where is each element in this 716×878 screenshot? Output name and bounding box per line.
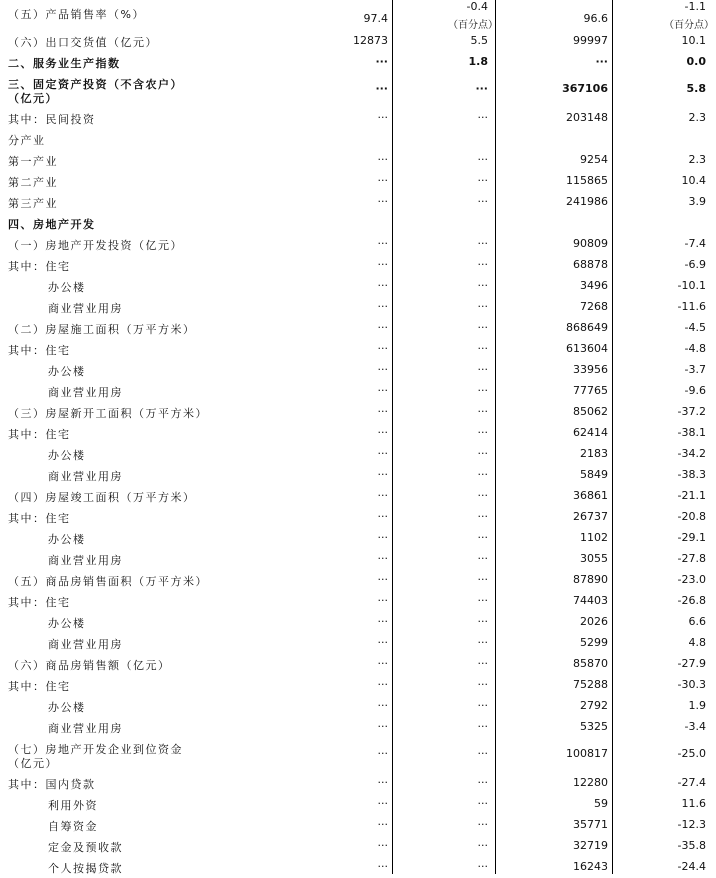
value-c4: 1.9 bbox=[688, 699, 706, 712]
value-c3: 100817 bbox=[566, 747, 608, 760]
row-label: （五）产品销售率（%） bbox=[8, 8, 145, 21]
value-c3: 12280 bbox=[573, 776, 608, 789]
table-row bbox=[0, 468, 716, 486]
row-label: 商业营业用房 bbox=[48, 638, 123, 651]
row-label: 办公楼 bbox=[48, 533, 86, 546]
row-label: 商业营业用房 bbox=[48, 302, 123, 315]
value-c1: ··· bbox=[377, 111, 388, 124]
table-row bbox=[0, 342, 716, 360]
value-c4: -27.4 bbox=[677, 776, 706, 789]
value-c3: 16243 bbox=[573, 860, 608, 873]
table-row bbox=[0, 405, 716, 423]
value-c2: ··· bbox=[477, 657, 488, 670]
value-c2: ··· bbox=[477, 818, 488, 831]
value-c3: 5849 bbox=[580, 468, 608, 481]
table-row bbox=[0, 363, 716, 381]
value-c3: 74403 bbox=[573, 594, 608, 607]
value-c2: ··· bbox=[477, 195, 488, 208]
value-c3: 1102 bbox=[580, 531, 608, 544]
value-c3: 36861 bbox=[573, 489, 608, 502]
value-c1: ··· bbox=[377, 615, 388, 628]
row-label-continued: （亿元） bbox=[8, 757, 58, 770]
value-c3: 868649 bbox=[566, 321, 608, 334]
value-c1: ··· bbox=[377, 153, 388, 166]
value-c1: 97.4 bbox=[363, 12, 388, 25]
row-label: 定金及预收款 bbox=[48, 841, 123, 854]
value-c3: 2026 bbox=[580, 615, 608, 628]
value-c4: -7.4 bbox=[684, 237, 706, 250]
value-c1: ··· bbox=[377, 818, 388, 831]
value-c3: 75288 bbox=[573, 678, 608, 691]
value-c3: 5325 bbox=[580, 720, 608, 733]
value-c1: ··· bbox=[377, 363, 388, 376]
row-label: （二）房屋施工面积（万平方米） bbox=[8, 323, 196, 336]
value-c1: ··· bbox=[377, 321, 388, 334]
table-row bbox=[0, 797, 716, 815]
row-label-continued: （亿元） bbox=[8, 92, 58, 105]
value-c3: 7268 bbox=[580, 300, 608, 313]
table-row bbox=[0, 279, 716, 297]
value-c4: 2.3 bbox=[688, 153, 706, 166]
table-row bbox=[0, 195, 716, 213]
value-c3: 68878 bbox=[573, 258, 608, 271]
value-c1: ··· bbox=[377, 489, 388, 502]
value-c2: ··· bbox=[477, 468, 488, 481]
value-c4: -10.1 bbox=[677, 279, 706, 292]
value-c1: ··· bbox=[377, 797, 388, 810]
table-row bbox=[0, 615, 716, 633]
row-label: 其中：住宅 bbox=[8, 260, 71, 273]
value-c3: 115865 bbox=[566, 174, 608, 187]
value-c1: ··· bbox=[377, 699, 388, 712]
value-c1: ··· bbox=[377, 860, 388, 873]
value-c1: ··· bbox=[377, 426, 388, 439]
value-c1: 12873 bbox=[353, 34, 388, 47]
row-label: 三、固定资产投资（不含农户） bbox=[8, 78, 183, 91]
table-row bbox=[0, 657, 716, 675]
row-label: （三）房屋新开工面积（万平方米） bbox=[8, 407, 208, 420]
value-c2: ··· bbox=[477, 384, 488, 397]
value-c1: ··· bbox=[377, 447, 388, 460]
value-c4: 5.8 bbox=[686, 82, 706, 95]
value-c2: ··· bbox=[477, 405, 488, 418]
row-label: （一）房地产开发投资（亿元） bbox=[8, 239, 183, 252]
table-row bbox=[0, 384, 716, 402]
value-c3: 3055 bbox=[580, 552, 608, 565]
row-label: （七）房地产开发企业到位资金 bbox=[8, 743, 183, 756]
table-row bbox=[0, 860, 716, 878]
row-label: 办公楼 bbox=[48, 701, 86, 714]
value-c3: 203148 bbox=[566, 111, 608, 124]
value-c4: -35.8 bbox=[677, 839, 706, 852]
value-c4: 0.0 bbox=[686, 55, 706, 68]
row-label: 商业营业用房 bbox=[48, 386, 123, 399]
value-c3: 77765 bbox=[573, 384, 608, 397]
row-label: 二、服务业生产指数 bbox=[8, 57, 121, 70]
row-label: 办公楼 bbox=[48, 617, 86, 630]
value-c1: ··· bbox=[377, 678, 388, 691]
value-c2: ··· bbox=[477, 636, 488, 649]
value-c2: ··· bbox=[477, 720, 488, 733]
table-row bbox=[0, 699, 716, 717]
value-c3: 2792 bbox=[580, 699, 608, 712]
table-row bbox=[0, 818, 716, 836]
table-row bbox=[0, 741, 716, 771]
value-c1: ··· bbox=[377, 776, 388, 789]
table-row bbox=[0, 447, 716, 465]
value-c4: 10.1 bbox=[681, 34, 706, 47]
value-c3: 33956 bbox=[573, 363, 608, 376]
value-c2: ··· bbox=[477, 699, 488, 712]
value-c4: -3.7 bbox=[684, 363, 706, 376]
value-c4: -29.1 bbox=[677, 531, 706, 544]
table-row bbox=[0, 321, 716, 339]
table-row bbox=[0, 426, 716, 444]
value-c3: 613604 bbox=[566, 342, 608, 355]
value-c2: ··· bbox=[477, 258, 488, 271]
row-label: 其中：住宅 bbox=[8, 512, 71, 525]
value-c2: ··· bbox=[477, 776, 488, 789]
value-c4: -3.4 bbox=[684, 720, 706, 733]
row-label: 商业营业用房 bbox=[48, 554, 123, 567]
value-c2: 5.5 bbox=[470, 34, 488, 47]
value-c3: 99997 bbox=[573, 34, 608, 47]
value-c4: -27.9 bbox=[677, 657, 706, 670]
value-c4: -30.3 bbox=[677, 678, 706, 691]
row-label: 第一产业 bbox=[8, 155, 58, 168]
table-row bbox=[0, 531, 716, 549]
value-c4: -34.2 bbox=[677, 447, 706, 460]
value-c2: ··· bbox=[477, 321, 488, 334]
table-row bbox=[0, 510, 716, 528]
value-c3: 35771 bbox=[573, 818, 608, 831]
row-label: 其中：国内贷款 bbox=[8, 778, 96, 791]
value-c2: ··· bbox=[477, 839, 488, 852]
value-unit: （百分点） bbox=[664, 20, 714, 31]
value-c1: ··· bbox=[377, 573, 388, 586]
value-c3: 5299 bbox=[580, 636, 608, 649]
value-c3: 85062 bbox=[573, 405, 608, 418]
value-c1: ··· bbox=[377, 747, 388, 760]
table-row bbox=[0, 594, 716, 612]
value-c2: ··· bbox=[477, 342, 488, 355]
value-c4: -6.9 bbox=[684, 258, 706, 271]
value-c1: ··· bbox=[377, 510, 388, 523]
row-label: 分产业 bbox=[8, 134, 46, 147]
value-c1: ··· bbox=[377, 174, 388, 187]
value-c1: ··· bbox=[377, 657, 388, 670]
row-label: 商业营业用房 bbox=[48, 470, 123, 483]
value-c3: 90809 bbox=[573, 237, 608, 250]
value-c1: ··· bbox=[377, 636, 388, 649]
value-c1: ··· bbox=[377, 531, 388, 544]
value-c3: 59 bbox=[594, 797, 608, 810]
row-label: 商业营业用房 bbox=[48, 722, 123, 735]
value-c4: 6.6 bbox=[688, 615, 706, 628]
value-c2: ··· bbox=[477, 279, 488, 292]
value-c1: ··· bbox=[377, 195, 388, 208]
value-c4: 11.6 bbox=[681, 797, 706, 810]
row-label: 四、房地产开发 bbox=[8, 218, 96, 231]
value-c1: ··· bbox=[377, 839, 388, 852]
value-c3: 85870 bbox=[573, 657, 608, 670]
value-c4: -1.1 bbox=[684, 0, 706, 13]
table-row bbox=[0, 678, 716, 696]
table-row bbox=[0, 55, 716, 73]
table-row bbox=[0, 720, 716, 738]
value-c2: ··· bbox=[477, 573, 488, 586]
table-row bbox=[0, 76, 716, 106]
value-c4: -37.2 bbox=[677, 405, 706, 418]
value-c1: ··· bbox=[377, 279, 388, 292]
value-c1: ··· bbox=[377, 342, 388, 355]
table-row bbox=[0, 489, 716, 507]
value-c2: ··· bbox=[477, 153, 488, 166]
value-c4: -20.8 bbox=[677, 510, 706, 523]
value-c1: ··· bbox=[377, 720, 388, 733]
value-c2: ··· bbox=[477, 111, 488, 124]
value-c1: ··· bbox=[377, 552, 388, 565]
value-c2: ··· bbox=[477, 510, 488, 523]
value-c2: ··· bbox=[477, 860, 488, 873]
value-c2: ··· bbox=[477, 363, 488, 376]
value-c4: -21.1 bbox=[677, 489, 706, 502]
table-row bbox=[0, 34, 716, 52]
row-label: 其中：住宅 bbox=[8, 680, 71, 693]
value-c3: ··· bbox=[595, 55, 608, 68]
value-c2: ··· bbox=[475, 82, 488, 95]
row-label: （五）商品房销售面积（万平方米） bbox=[8, 575, 208, 588]
value-c4: -38.3 bbox=[677, 468, 706, 481]
value-c4: -4.8 bbox=[684, 342, 706, 355]
row-label: （四）房屋竣工面积（万平方米） bbox=[8, 491, 196, 504]
row-label: 办公楼 bbox=[48, 449, 86, 462]
value-c2: ··· bbox=[477, 552, 488, 565]
row-label: 其中：住宅 bbox=[8, 428, 71, 441]
value-c2: ··· bbox=[477, 678, 488, 691]
row-label: （六）出口交货值（亿元） bbox=[8, 36, 158, 49]
value-c3: 26737 bbox=[573, 510, 608, 523]
value-c4: 2.3 bbox=[688, 111, 706, 124]
table-row bbox=[0, 839, 716, 857]
table-row bbox=[0, 111, 716, 129]
value-c2: ··· bbox=[477, 615, 488, 628]
row-label: 其中：住宅 bbox=[8, 344, 71, 357]
value-c1: ··· bbox=[377, 300, 388, 313]
value-c2: 1.8 bbox=[468, 55, 488, 68]
value-c2: -0.4 bbox=[466, 0, 488, 13]
value-c2: ··· bbox=[477, 447, 488, 460]
row-label: 办公楼 bbox=[48, 365, 86, 378]
table-row bbox=[0, 153, 716, 171]
table-row bbox=[0, 636, 716, 654]
value-c4: 10.4 bbox=[681, 174, 706, 187]
value-c3: 96.6 bbox=[583, 12, 608, 25]
value-c4: -24.4 bbox=[677, 860, 706, 873]
value-c2: ··· bbox=[477, 797, 488, 810]
table-row bbox=[0, 552, 716, 570]
value-c1: ··· bbox=[377, 237, 388, 250]
value-c1: ··· bbox=[377, 258, 388, 271]
table-row bbox=[0, 258, 716, 276]
value-unit: （百分点） bbox=[448, 20, 498, 31]
value-c3: 367106 bbox=[562, 82, 608, 95]
row-label: 个人按揭贷款 bbox=[48, 862, 123, 875]
value-c4: -9.6 bbox=[684, 384, 706, 397]
value-c1: ··· bbox=[375, 55, 388, 68]
value-c4: -4.5 bbox=[684, 321, 706, 334]
value-c4: -25.0 bbox=[677, 747, 706, 760]
value-c4: -12.3 bbox=[677, 818, 706, 831]
row-label: （六）商品房销售额（亿元） bbox=[8, 659, 171, 672]
table-row bbox=[0, 216, 716, 234]
value-c3: 87890 bbox=[573, 573, 608, 586]
value-c4: -26.8 bbox=[677, 594, 706, 607]
value-c3: 9254 bbox=[580, 153, 608, 166]
value-c4: -38.1 bbox=[677, 426, 706, 439]
value-c3: 3496 bbox=[580, 279, 608, 292]
value-c2: ··· bbox=[477, 426, 488, 439]
value-c2: ··· bbox=[477, 747, 488, 760]
row-label: 第三产业 bbox=[8, 197, 58, 210]
table-row bbox=[0, 776, 716, 794]
row-label: 自筹资金 bbox=[48, 820, 98, 833]
table-row bbox=[0, 300, 716, 318]
row-label: 办公楼 bbox=[48, 281, 86, 294]
table-row bbox=[0, 0, 716, 36]
value-c2: ··· bbox=[477, 174, 488, 187]
value-c1: ··· bbox=[375, 82, 388, 95]
value-c4: -23.0 bbox=[677, 573, 706, 586]
value-c2: ··· bbox=[477, 489, 488, 502]
row-label: 其中：住宅 bbox=[8, 596, 71, 609]
value-c4: 4.8 bbox=[688, 636, 706, 649]
value-c2: ··· bbox=[477, 237, 488, 250]
value-c3: 2183 bbox=[580, 447, 608, 460]
value-c3: 62414 bbox=[573, 426, 608, 439]
value-c1: ··· bbox=[377, 384, 388, 397]
value-c1: ··· bbox=[377, 405, 388, 418]
row-label: 其中：民间投资 bbox=[8, 113, 96, 126]
table-row bbox=[0, 573, 716, 591]
row-label: 第二产业 bbox=[8, 176, 58, 189]
value-c4: -27.8 bbox=[677, 552, 706, 565]
value-c2: ··· bbox=[477, 300, 488, 313]
value-c2: ··· bbox=[477, 594, 488, 607]
value-c3: 32719 bbox=[573, 839, 608, 852]
value-c3: 241986 bbox=[566, 195, 608, 208]
table-row bbox=[0, 132, 716, 150]
value-c4: 3.9 bbox=[688, 195, 706, 208]
table-row bbox=[0, 237, 716, 255]
value-c1: ··· bbox=[377, 468, 388, 481]
value-c2: ··· bbox=[477, 531, 488, 544]
value-c4: -11.6 bbox=[677, 300, 706, 313]
table-row bbox=[0, 174, 716, 192]
row-label: 利用外资 bbox=[48, 799, 98, 812]
value-c1: ··· bbox=[377, 594, 388, 607]
